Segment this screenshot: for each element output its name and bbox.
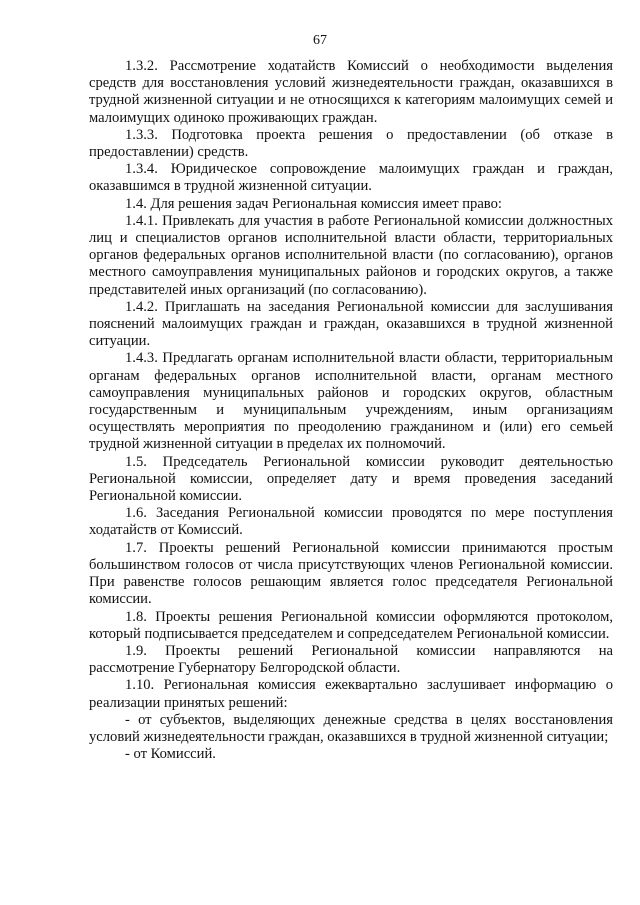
paragraph-1-6: 1.6. Заседания Региональной комиссии проводятся по мере поступления ходатайств от Комиссий. xyxy=(89,505,613,539)
paragraph-1-4-1: 1.4.1. Привлекать для участия в работе Региональной комиссии должностных лиц и специалистов органов исполнительной власти области, территориальных органов федеральных органов исполнительной власти (по согласованию), органов местного самоуправления муниципальных районов и городских округов, а также представителей иных организаций (по согласованию). xyxy=(89,212,613,298)
paragraph-1-4-3: 1.4.3. Предлагать органам исполнительной власти области, территориальным органам федеральных органов исполнительной власти, органам местного самоуправления муниципальных районов и городских округов, областным государственным и муниципальным учреждениям, иным организациям осуществлять мероприятия по преодолению гражданином и (или) его семьей трудной жизненной ситуации в пределах их полномочий. xyxy=(89,350,613,453)
paragraph-1-5: 1.5. Председатель Региональной комиссии руководит деятельностью Региональной комиссии, определяет дату и время проведения заседаний Региональной комиссии. xyxy=(89,453,613,505)
paragraph-1-3-4: 1.3.4. Юридическое сопровождение малоимущих граждан и граждан, оказавшимся в трудной жизненной ситуации. xyxy=(89,161,613,195)
document-body xyxy=(89,58,613,763)
page-number: 67 xyxy=(313,33,327,48)
paragraph-1-3-2: 1.3.2. Рассмотрение ходатайств Комиссий о необходимости выделения средств для восстановления условий жизнедеятельности граждан, оказавшихся в трудной жизненной ситуации и не относящихся к категориям малоимущих семей и малоимущих одиноко проживающих граждан. xyxy=(89,58,613,126)
paragraph-1-9: 1.9. Проекты решений Региональной комиссии направляются на рассмотрение Губернатору Белгородской области. xyxy=(89,642,613,677)
paragraph-1-4: 1.4. Для решения задач Региональная комиссия имеет право: xyxy=(125,195,502,212)
list-item-subjects: - от субъектов, выделяющих денежные средства в целях восстановления условий жизнедеятельности граждан, оказавшихся в трудной жизненной ситуации; xyxy=(89,711,613,745)
paragraph-1-4-2: 1.4.2. Приглашать на заседания Региональной комиссии для заслушивания пояснений малоимущих граждан и граждан, оказавшихся в трудной жизненной ситуации. xyxy=(89,298,613,350)
paragraph-1-8: 1.8. Проекты решения Региональной комиссии оформляются протоколом, который подписывается председателем и сопредседателем Региональной комиссии. xyxy=(89,608,613,642)
paragraph-1-10: 1.10. Региональная комиссия ежеквартально заслушивает информацию о реализации принятых решений: xyxy=(89,677,613,711)
list-item-commissions: - от Комиссий. xyxy=(125,746,216,763)
paragraph-1-3-3: 1.3.3. Подготовка проекта решения о предоставлении (об отказе в предоставлении) средств. xyxy=(89,126,613,161)
paragraph-1-7: 1.7. Проекты решений Региональной комиссии принимаются простым большинством голосов от числа присутствующих членов Региональной комиссии. При равенстве голосов решающим является голос председателя Региональной комиссии. xyxy=(89,539,613,608)
